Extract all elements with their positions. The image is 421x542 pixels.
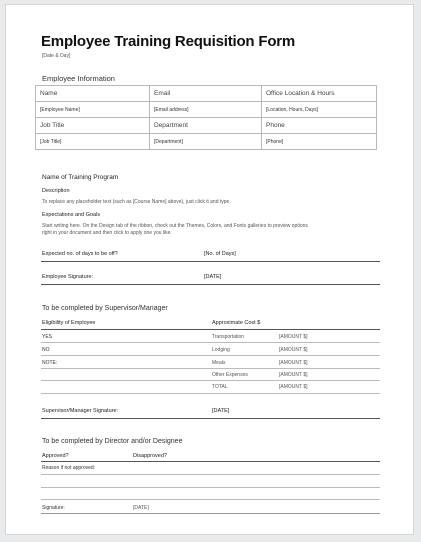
office-header: Office Location & Hours (262, 86, 377, 102)
row-divider (41, 368, 380, 369)
reason-label: Reason if not approved: (42, 465, 96, 471)
name-header: Name (36, 86, 150, 102)
employee-info-heading: Employee Information (42, 74, 115, 83)
phone-field[interactable]: [Phone] (262, 134, 377, 150)
cost-item-amount[interactable]: [AMOUNT $] (279, 347, 308, 353)
form-title: Employee Training Requisition Form (41, 33, 296, 50)
cost-item-label: Other Expenses (212, 372, 248, 378)
cost-item-label: Transportation (212, 334, 245, 340)
director-signature-line (41, 513, 380, 514)
row-divider (41, 380, 380, 381)
employee-name-field[interactable]: [Employee Name] (36, 102, 150, 118)
row-divider (41, 393, 380, 394)
eligibility-yes[interactable]: YES (42, 334, 53, 340)
row-divider (41, 342, 380, 343)
department-field[interactable]: [Department] (150, 134, 262, 150)
reason-line (41, 474, 380, 475)
approved-label[interactable]: Approved? (42, 453, 69, 459)
approval-line (41, 461, 380, 462)
supervisor-signature-label: Supervisor/Manager Signature: (42, 408, 119, 414)
office-field[interactable]: [Location, Hours, Days] (262, 102, 377, 118)
cost-item-amount[interactable]: [AMOUNT $] (279, 372, 308, 378)
email-header: Email (150, 86, 262, 102)
expectations-text-2[interactable]: right in your document and then click to apply one you like. (42, 230, 172, 236)
cost-item-label: Lodging (212, 347, 230, 353)
cost-total-label: TOTAL (212, 384, 228, 390)
disapproved-label[interactable]: Disapproved? (133, 453, 167, 459)
days-off-field[interactable]: [No. of Days] (204, 251, 236, 257)
employee-signature-date[interactable]: [DATE] (204, 274, 222, 280)
supervisor-signature-date[interactable]: [DATE] (212, 408, 230, 414)
expectations-label: Expectations and Goals (42, 212, 101, 218)
employee-signature-line (41, 284, 380, 285)
cost-total-amount[interactable]: [AMOUNT $] (279, 384, 308, 390)
director-signature-date[interactable]: [DATE] (133, 505, 149, 511)
reason-line (41, 487, 380, 488)
supervisor-heading: To be completed by Supervisor/Manager (42, 305, 168, 312)
employee-info-table (35, 85, 377, 150)
expectations-text-1[interactable]: Start writing here. On the Design tab of the ribbon, check out the Themes, Colors, and Fonts galleries to preview options (42, 223, 308, 229)
department-header: Department (150, 118, 262, 134)
eligibility-note: NOTE: (42, 360, 58, 366)
description-label: Description (42, 188, 70, 194)
director-heading: To be completed by Director and/or Designee (42, 438, 183, 445)
director-signature-label: Signature: (42, 505, 65, 511)
days-off-label: Expected no. of days to be off? (42, 251, 118, 257)
supervisor-header-line (41, 329, 380, 330)
cost-item-label: Meals (212, 360, 226, 366)
phone-header: Phone (262, 118, 377, 134)
description-text[interactable]: To replace any placeholder text (such as [Course Name] above), just click it and type. (42, 199, 231, 205)
email-field[interactable]: [Email address] (150, 102, 262, 118)
supervisor-signature-line (41, 418, 380, 419)
date-placeholder[interactable]: [Date & Day] (42, 53, 71, 59)
cost-item-amount[interactable]: [AMOUNT $] (279, 360, 308, 366)
job-title-header: Job Title (36, 118, 150, 134)
eligibility-label: Eligibility of Employee (42, 320, 96, 326)
cost-item-amount[interactable]: [AMOUNT $] (279, 334, 308, 340)
eligibility-no[interactable]: NO (42, 347, 50, 353)
training-heading: Name of Training Program (42, 174, 119, 181)
reason-line (41, 499, 380, 500)
employee-signature-label: Employee Signature: (42, 274, 94, 280)
days-off-line (41, 261, 380, 262)
row-divider (41, 355, 380, 356)
job-title-field[interactable]: [Job Title] (36, 134, 150, 150)
cost-label: Approximate Cost $ (212, 320, 261, 326)
